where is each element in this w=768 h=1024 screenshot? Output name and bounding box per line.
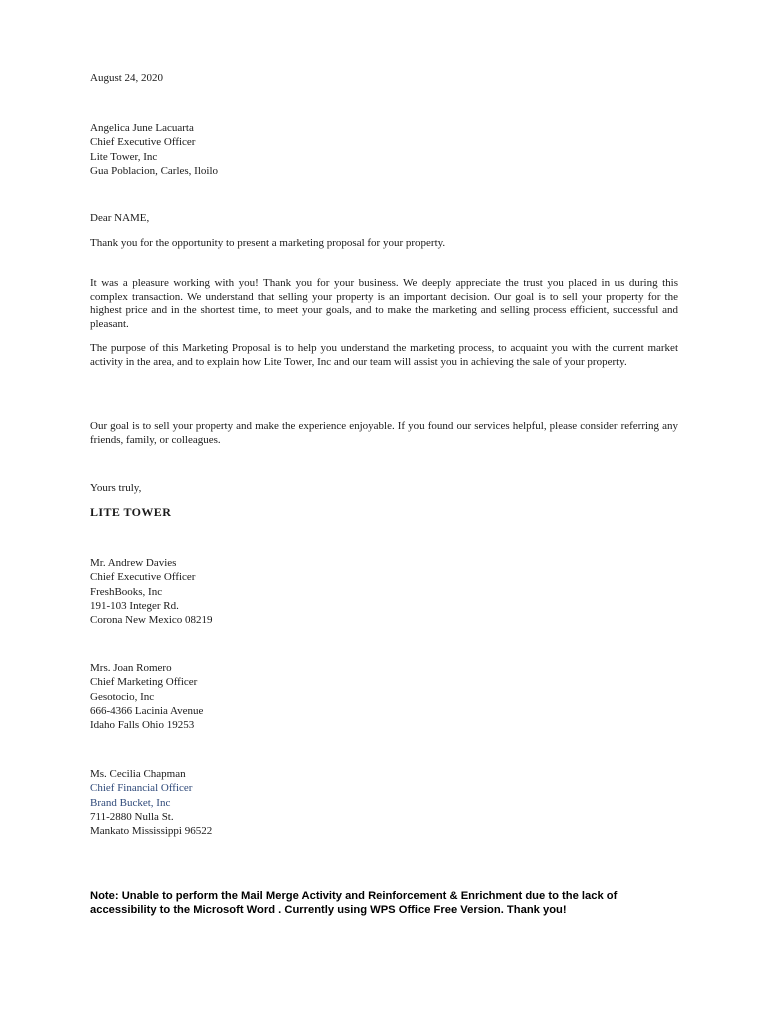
contact-city: Idaho Falls Ohio 19253: [90, 719, 195, 732]
contact-block: [90, 767, 212, 838]
contact-name: Mrs. Joan Romero: [90, 662, 172, 674]
contact-street: 711-2880 Nulla St.: [90, 810, 174, 823]
contact-title: Chief Executive Officer: [90, 571, 196, 584]
contact-name: Ms. Cecilia Chapman: [90, 768, 186, 780]
recipient-name: Angelica June Lacuarta: [90, 122, 194, 134]
body-paragraph: Thank you for the opportunity to present a marketing proposal for your property.: [90, 237, 446, 249]
contact-block: [90, 661, 203, 732]
recipient-company: Lite Tower, Inc: [90, 150, 158, 163]
contact-title: Chief Marketing Officer: [90, 676, 198, 689]
signature-company: LITE TOWER: [90, 505, 172, 519]
recipient-address-block: [90, 121, 218, 178]
body-paragraph: Our goal is to sell your property and make the experience enjoyable. If you found our services helpful, please consider referring any friends, family, or colleagues.: [90, 420, 678, 446]
contact-street: 666-4366 Lacinia Avenue: [90, 704, 204, 717]
closing: Yours truly,: [90, 482, 142, 494]
recipient-address: Gua Poblacion, Carles, Iloilo: [90, 164, 219, 177]
contact-company: Gesotocio, Inc: [90, 690, 155, 703]
recipient-title: Chief Executive Officer: [90, 136, 196, 149]
contact-city: Corona New Mexico 08219: [90, 614, 213, 627]
body-paragraph: The purpose of this Marketing Proposal is to help you understand the marketing process, to acquaint you with the current market activity in the area, and to explain how Lite Tower, Inc and our team will assist you in achieving the sale of your property.: [90, 342, 678, 368]
contact-block: [90, 556, 213, 627]
contact-city: Mankato Mississippi 96522: [90, 825, 213, 838]
contact-title: Chief Financial Officer: [90, 782, 193, 795]
contact-company: Brand Bucket, Inc: [90, 796, 171, 809]
contact-company: FreshBooks, Inc: [90, 585, 163, 598]
contact-street: 191-103 Integer Rd.: [90, 599, 179, 612]
body-paragraph: It was a pleasure working with you! Thank you for your business. We deeply appreciate the trust you placed in us during this complex transaction. We understand that selling your property is an important decision. Our goal is to sell your property for the highest price and in the shortest time, to meet your goals, and to make the marketing and selling process efficient, successful and pleasant.: [90, 277, 678, 330]
contact-name: Mr. Andrew Davies: [90, 557, 177, 569]
note-text: Note: Unable to perform the Mail Merge Activity and Reinforcement & Enrichment due to the lack of accessibility to the Microsoft Word . Currently using WPS Office Free Version. Thank you!: [90, 890, 618, 916]
salutation: Dear NAME,: [90, 212, 150, 224]
letter-date: August 24, 2020: [90, 72, 164, 84]
